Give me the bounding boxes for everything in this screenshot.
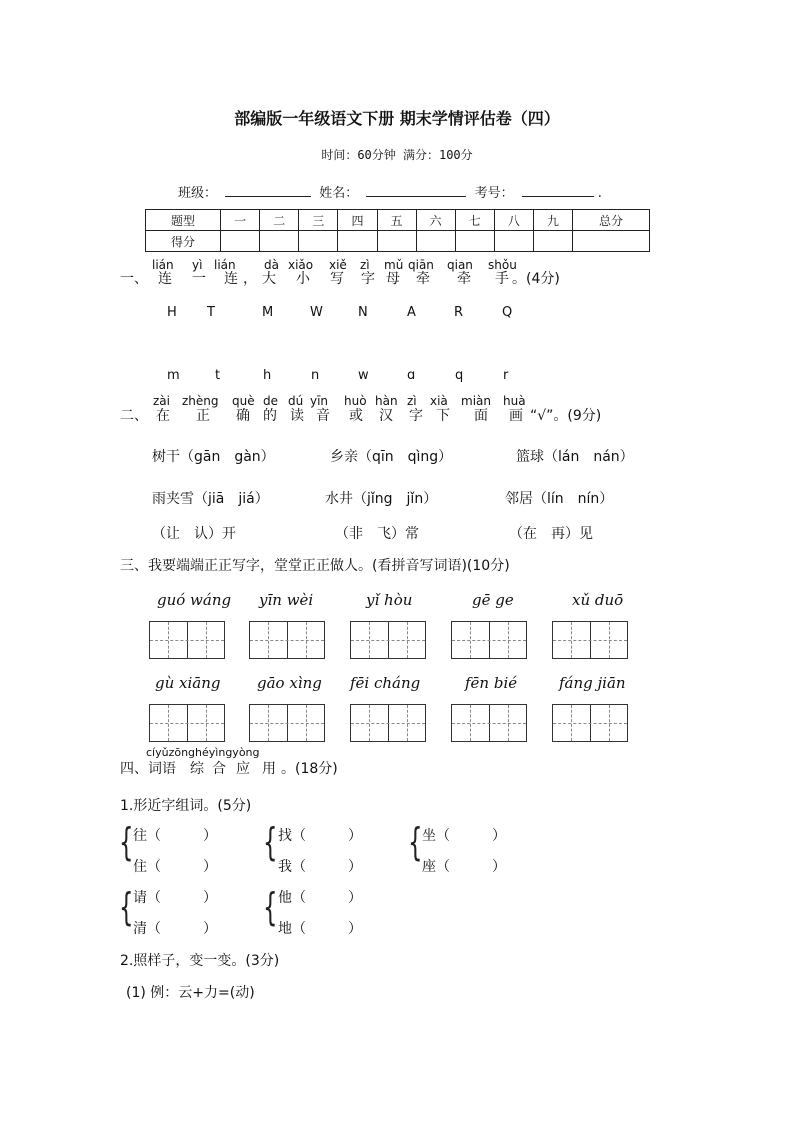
q4-pinyin: cíyǔzōnghéyìngyòng bbox=[146, 746, 260, 759]
upper-letter[interactable]: R bbox=[454, 305, 464, 320]
q2-item[interactable]: 篮球（lán nán） bbox=[516, 449, 634, 465]
q1-char: 字 bbox=[361, 271, 375, 287]
score-cell[interactable] bbox=[573, 231, 650, 252]
q2-pinyin: xià bbox=[430, 394, 448, 408]
q2-pinyin: miàn bbox=[461, 394, 491, 408]
q3-pinyin: yīn wèi bbox=[259, 591, 314, 609]
q2-char: 字 bbox=[409, 408, 423, 424]
score-cell[interactable] bbox=[416, 231, 455, 252]
q3-pinyin: fēi cháng bbox=[350, 674, 421, 692]
score-cell[interactable] bbox=[260, 231, 299, 252]
q2-pinyin: zhèng bbox=[182, 394, 219, 408]
lower-letter[interactable]: t bbox=[215, 368, 221, 383]
q2-pinyin: dú bbox=[288, 394, 304, 408]
table-header-cell: 五 bbox=[377, 210, 416, 231]
number-label: 考号： bbox=[474, 186, 514, 201]
q1-char: 牵 bbox=[457, 271, 471, 287]
q4-heading-part: 综 bbox=[190, 761, 204, 777]
q4-sub1: 1.形近字组词。(5分) bbox=[120, 798, 252, 814]
q2-item[interactable]: 乡亲（qīn qìng） bbox=[330, 449, 453, 465]
info-end: . bbox=[597, 186, 602, 201]
table-header-cell: 一 bbox=[221, 210, 260, 231]
q2-pinyin: zài bbox=[153, 394, 170, 408]
q1-pinyin-2: yì bbox=[192, 258, 203, 272]
q1-char: 牵 bbox=[416, 271, 430, 287]
q4-heading-part: 合 bbox=[212, 761, 226, 777]
word-pair-item[interactable]: 找（ ） bbox=[278, 828, 362, 844]
lower-letter[interactable]: ɑ bbox=[407, 368, 416, 383]
q3-pinyin: xǔ duō bbox=[572, 591, 624, 609]
q2-points: “√”。(9分) bbox=[530, 408, 602, 424]
q1-pinyin-7: zì bbox=[360, 258, 370, 272]
lower-letter[interactable]: q bbox=[455, 368, 464, 383]
q1-char: 手 bbox=[495, 271, 509, 287]
writing-grid[interactable] bbox=[552, 621, 628, 659]
q2-item[interactable]: （在 再）见 bbox=[509, 526, 593, 542]
q2-char: 在 bbox=[156, 408, 170, 424]
q1-char: 母 bbox=[386, 271, 400, 287]
q3-pinyin: yǐ hòu bbox=[366, 591, 413, 609]
q4-points: 。(18分) bbox=[281, 761, 338, 777]
q2-char: 正 bbox=[196, 408, 210, 424]
table-header-cell: 四 bbox=[338, 210, 377, 231]
q2-char: 或 bbox=[349, 408, 363, 424]
table-header-cell: 三 bbox=[299, 210, 338, 231]
table-header-cell: 二 bbox=[260, 210, 299, 231]
word-pair-item[interactable]: 他（ ） bbox=[278, 890, 362, 906]
score-cell[interactable] bbox=[299, 231, 338, 252]
word-pair-item[interactable]: 地（ ） bbox=[278, 921, 362, 937]
q4-sub2: 2.照样子，变一变。(3分) bbox=[120, 953, 280, 969]
q1-pinyin-10: qian bbox=[447, 258, 473, 272]
q2-char: 下 bbox=[436, 408, 450, 424]
upper-letter[interactable]: Q bbox=[502, 305, 513, 320]
table-header-cell: 总分 bbox=[573, 210, 650, 231]
q2-char: 汉 bbox=[379, 408, 393, 424]
class-label: 班级： bbox=[178, 186, 218, 201]
upper-letter[interactable]: H bbox=[167, 305, 177, 320]
q2-char: 读 bbox=[290, 408, 304, 424]
lower-letter[interactable]: m bbox=[167, 368, 180, 383]
score-table bbox=[145, 209, 650, 252]
q1-char: 小 bbox=[296, 271, 310, 287]
q3-pinyin: gù xiāng bbox=[155, 674, 221, 692]
q2-pinyin: huò bbox=[344, 394, 367, 408]
q2-number: 二、 bbox=[120, 408, 148, 424]
lower-letter[interactable]: r bbox=[503, 368, 509, 383]
student-info-line bbox=[178, 182, 602, 201]
writing-grid[interactable] bbox=[149, 704, 225, 742]
q2-item[interactable]: （非 飞）常 bbox=[335, 526, 419, 542]
q4-example: (1) 例：云+力=(动) bbox=[126, 985, 255, 1001]
q2-pinyin: yīn bbox=[310, 394, 329, 408]
lower-letter[interactable]: n bbox=[311, 368, 320, 383]
table-header-cell: 八 bbox=[494, 210, 533, 231]
writing-grid[interactable] bbox=[149, 621, 225, 659]
writing-grid[interactable] bbox=[249, 704, 325, 742]
q1-char: 大 bbox=[262, 271, 276, 287]
q1-pinyin-11: shǒu bbox=[488, 258, 517, 272]
q1-char: 写 bbox=[330, 271, 344, 287]
q4-heading-part: 应 bbox=[236, 761, 250, 777]
q1-char: 连 bbox=[224, 271, 238, 287]
q2-pinyin: de bbox=[263, 394, 278, 408]
name-label: 姓名： bbox=[319, 186, 359, 201]
q2-char: 画 bbox=[509, 408, 523, 424]
q2-pinyin: huà bbox=[503, 394, 526, 408]
q3-pinyin: gāo xìng bbox=[257, 674, 322, 692]
q1-char: 连 bbox=[158, 271, 172, 287]
class-blank[interactable] bbox=[225, 183, 311, 197]
q2-char: 的 bbox=[263, 408, 277, 424]
q3-pinyin: guó wáng bbox=[157, 591, 232, 609]
q1-pinyin-3: lián bbox=[214, 258, 236, 272]
table-header-cell: 七 bbox=[455, 210, 494, 231]
brace-icon: { bbox=[263, 820, 278, 864]
q1-points: 。(4分) bbox=[512, 271, 560, 287]
q4-heading-part: 四、词语 bbox=[120, 761, 176, 777]
brace-icon: { bbox=[408, 820, 423, 864]
q4-heading-part: 用 bbox=[262, 761, 276, 777]
q2-char: 音 bbox=[316, 408, 330, 424]
q2-char: 面 bbox=[474, 408, 488, 424]
table-header-cell: 题型 bbox=[146, 210, 221, 231]
table-header-cell: 六 bbox=[416, 210, 455, 231]
upper-letter[interactable]: N bbox=[358, 305, 368, 320]
q1-char: 一 bbox=[192, 271, 206, 287]
score-cell[interactable] bbox=[221, 231, 260, 252]
writing-grid[interactable] bbox=[350, 621, 426, 659]
q1-pinyin-8: mǔ bbox=[384, 258, 404, 272]
word-pair-item[interactable]: 住（ ） bbox=[133, 859, 217, 875]
q1-pinyin-1: lián bbox=[152, 258, 174, 272]
word-pair-item[interactable]: 清（ ） bbox=[133, 921, 217, 937]
score-table-row bbox=[146, 231, 650, 252]
q1-pinyin-6: xiě bbox=[329, 258, 347, 272]
brace-icon: { bbox=[119, 885, 134, 929]
q2-item[interactable]: 雨夹雪（jiā jiá） bbox=[152, 491, 269, 507]
writing-grid[interactable] bbox=[552, 704, 628, 742]
word-pair-item[interactable]: 坐（ ） bbox=[422, 828, 506, 844]
writing-grid[interactable] bbox=[451, 704, 527, 742]
score-cell[interactable] bbox=[338, 231, 377, 252]
q1-char: ， bbox=[243, 271, 257, 287]
q2-char: 确 bbox=[236, 408, 250, 424]
score-table-header bbox=[146, 210, 650, 231]
word-pair-item[interactable]: 座（ ） bbox=[422, 859, 506, 875]
page-title: 部编版一年级语文下册 期末学情评估卷（四） bbox=[234, 109, 560, 128]
upper-letter[interactable]: M bbox=[262, 305, 274, 320]
q2-pinyin: zì bbox=[407, 394, 417, 408]
word-pair-item[interactable]: 请（ ） bbox=[133, 890, 217, 906]
score-cell[interactable] bbox=[533, 231, 572, 252]
score-cell[interactable] bbox=[455, 231, 494, 252]
table-header-cell: 九 bbox=[533, 210, 572, 231]
q1-pinyin-4: dà bbox=[264, 258, 279, 272]
q2-item[interactable]: （让 认）开 bbox=[152, 526, 236, 542]
q3-pinyin: fáng jiān bbox=[559, 674, 626, 692]
q2-item[interactable]: 树干（gān gàn） bbox=[152, 449, 275, 465]
table-row-label: 得分 bbox=[146, 231, 221, 252]
q2-item[interactable]: 水井（jǐng jǐn） bbox=[325, 491, 438, 507]
score-cell[interactable] bbox=[494, 231, 533, 252]
q2-item[interactable]: 邻居（lín nín） bbox=[505, 491, 614, 507]
name-blank[interactable] bbox=[366, 183, 466, 197]
q2-pinyin: hàn bbox=[375, 394, 398, 408]
q3-pinyin: fēn bié bbox=[465, 674, 518, 692]
writing-grid[interactable] bbox=[249, 621, 325, 659]
word-pair-item[interactable]: 往（ ） bbox=[133, 828, 217, 844]
word-pair-item[interactable]: 我（ ） bbox=[278, 859, 362, 875]
upper-letter[interactable]: A bbox=[407, 305, 416, 320]
q1-pinyin-9: qiān bbox=[408, 258, 434, 272]
upper-letter[interactable]: W bbox=[310, 305, 323, 320]
score-cell[interactable] bbox=[377, 231, 416, 252]
q1-number: 一、 bbox=[120, 271, 148, 287]
writing-grid[interactable] bbox=[451, 621, 527, 659]
brace-icon: { bbox=[263, 885, 278, 929]
q2-pinyin: què bbox=[232, 394, 255, 408]
number-blank[interactable] bbox=[522, 183, 594, 197]
q1-pinyin-5: xiǎo bbox=[288, 258, 314, 272]
upper-letter[interactable]: T bbox=[207, 305, 215, 320]
lower-letter[interactable]: w bbox=[358, 368, 369, 383]
exam-time-score: 时间：60分钟 满分：100分 bbox=[321, 148, 473, 162]
writing-grid[interactable] bbox=[350, 704, 426, 742]
lower-letter[interactable]: h bbox=[263, 368, 272, 383]
brace-icon: { bbox=[119, 820, 134, 864]
q3-heading: 三、我要端端正正写字，堂堂正正做人。(看拼音写词语)(10分) bbox=[120, 558, 510, 574]
q3-pinyin: gē ge bbox=[472, 591, 514, 609]
